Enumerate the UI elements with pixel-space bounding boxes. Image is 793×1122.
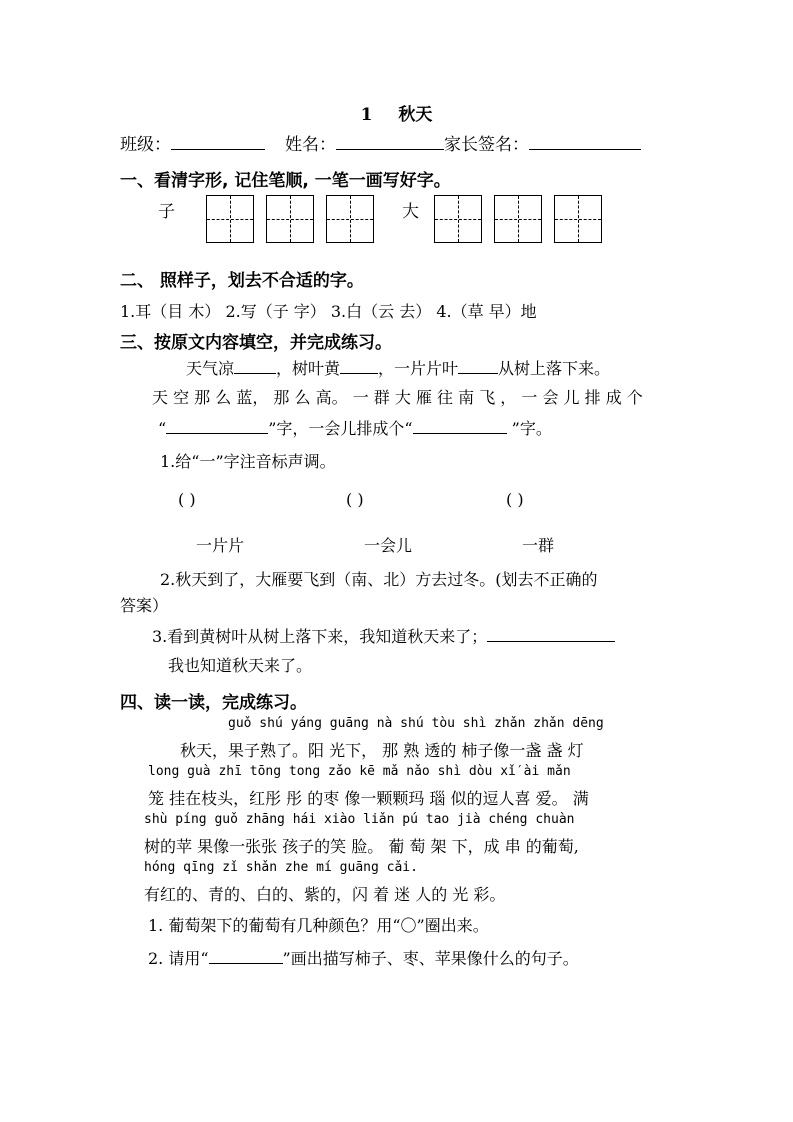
question-3-3: 3.看到黄树叶从树上落下来，我知道秋天来了； (152, 624, 615, 649)
pinyin-line: shù píng guǒ zhāng hái xiào liǎn pú tao jià chéng chuàn (144, 812, 575, 827)
section-2-items: 1.耳（目 木） 2.写（子 字） 3.白（云 去） 4.（草 早）地 (120, 302, 537, 321)
section-1-heading: 一、看清字形, 记住笔顺, 一笔一画写好字。 (120, 171, 451, 191)
word-item: 一群 (522, 536, 555, 555)
fill-line-3: “ ”字，一会儿排成个“ ”字。 (158, 416, 552, 441)
word-item: 一会儿 (364, 536, 413, 555)
parent-label: 家长签名： (444, 135, 529, 155)
passage-line: 有红的、青的、白的、紫的，闪 着 迷 人的 光 彩。 (144, 885, 506, 904)
blank-field[interactable] (234, 356, 276, 374)
pinyin-answer-box[interactable]: ( ) (346, 490, 364, 509)
pinyin-answer-box[interactable]: ( ) (178, 490, 196, 509)
parent-sign-field[interactable] (529, 132, 641, 150)
writing-grid[interactable] (554, 195, 602, 243)
question-3-1: 1.给“一”字注音标声调。 (160, 452, 336, 471)
fill-line-1: 天气凉 ，树叶黄 ，一片片叶 从树上落下来。 (186, 356, 610, 381)
sample-char-1: 子 (158, 202, 175, 222)
writing-grid[interactable] (494, 195, 542, 243)
passage-line: 秋天，果子熟了。阳 光下， 那 熟 透的 柿子像一盏 盏 灯 (180, 741, 584, 760)
blank-field[interactable] (458, 356, 498, 374)
info-line (120, 132, 641, 157)
pinyin-line: guǒ shú yáng guāng nà shú tòu shì zhǎn zhǎn dēng (228, 716, 604, 731)
pinyin-line: hóng qīng zǐ shǎn zhe mí guāng cǎi. (144, 860, 418, 875)
title-number: 1 (360, 105, 373, 125)
title-text: 秋天 (398, 105, 433, 125)
question-4-1: 1. 葡萄架下的葡萄有几种颜色？用“〇”圈出来。 (148, 916, 489, 935)
passage-line: 笼 挂在枝头，红彤 彤 的枣 像一颗颗玛 瑙 似的逗人喜 爱。 满 (148, 789, 589, 808)
writing-grid[interactable] (206, 195, 254, 243)
word-item: 一片片 (196, 536, 245, 555)
sample-char-2: 大 (402, 202, 419, 222)
blank-field[interactable] (340, 356, 378, 374)
writing-grid[interactable] (326, 195, 374, 243)
passage-line: 树的苹 果像一张张 孩子的笑 脸。 葡 萄 架 下，成 串 的葡萄, (144, 837, 579, 856)
question-3-3-cont: 我也知道秋天来了。 (168, 656, 313, 675)
page-title (0, 100, 793, 125)
writing-grid[interactable] (434, 195, 482, 243)
blank-field[interactable] (413, 416, 507, 434)
section-2-heading: 二、 照样子，划去不合适的字。 (120, 271, 364, 291)
blank-field[interactable] (166, 416, 268, 434)
question-4-2: 2. 请用“ ”画出描写柿子、枣、苹果像什么的句子。 (148, 946, 579, 971)
section-3-heading: 三、按原文内容填空，并完成练习。 (120, 333, 392, 353)
answer-field[interactable] (487, 624, 615, 642)
class-field[interactable] (171, 132, 265, 150)
pinyin-line: long guà zhī tōng tong zǎo kē mǎ nǎo shì dòu xǐ′ài mǎn (148, 764, 571, 779)
name-label: 姓名： (285, 135, 336, 155)
writing-grid[interactable] (266, 195, 314, 243)
question-3-2: 2.秋天到了，大雁要飞到（南、北）方去过冬。(划去不正确的 (160, 570, 598, 589)
question-3-2-cont: 答案） (120, 596, 169, 615)
class-label: 班级： (120, 135, 171, 155)
underline-sample (209, 946, 283, 964)
name-field[interactable] (336, 132, 444, 150)
fill-line-2: 天 空 那 么 蓝， 那 么 高。 一 群 大 雁 往 南 飞 ， 一 会 儿 排 成 个 (152, 388, 643, 407)
section-4-heading: 四、读一读，完成练习。 (120, 693, 307, 713)
pinyin-answer-box[interactable]: ( ) (506, 490, 524, 509)
